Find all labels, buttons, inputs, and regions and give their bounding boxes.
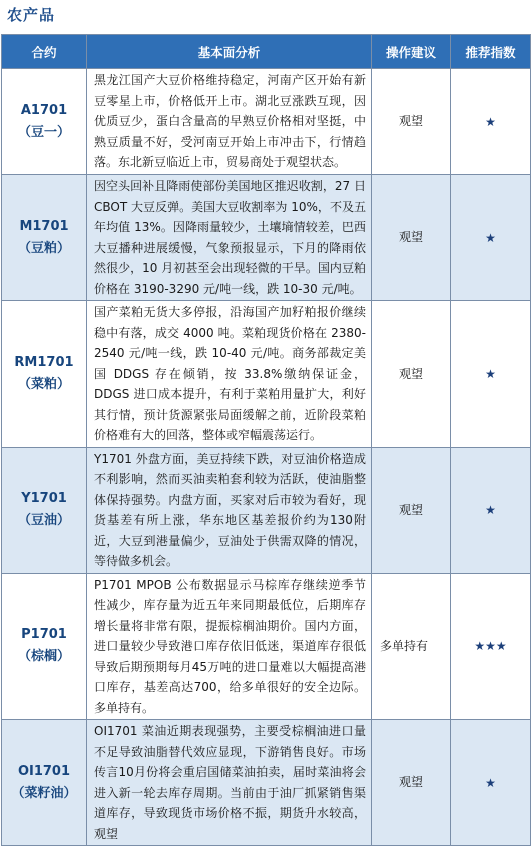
advice-text: 观望 — [372, 175, 451, 301]
analysis-text: 黑龙江国产大豆价格维持稳定，河南产区开始有新豆零星上市，价格低开上市。湖北豆涨跌互现，因优质豆少，蛋白含量高的早熟豆价格相对坚挺，中熟豆质量不好，受河南豆开始上市冲击下，行情趋落。东北新豆临近上市，贸易商处于观望状态。 — [87, 69, 372, 175]
table-row-y1701 — [2, 447, 531, 573]
contract-cell — [2, 69, 87, 175]
contract-name: （豆粕） — [17, 240, 70, 256]
contract-code: P1701 — [21, 627, 67, 643]
rating-stars: ★ — [451, 175, 531, 301]
contract-code: OI1701 — [17, 763, 71, 779]
table-row-m1701 — [2, 175, 531, 301]
contract-cell — [2, 175, 87, 301]
contract-code: Y1701 — [21, 491, 67, 506]
contract-cell — [2, 573, 87, 720]
analysis-text: 国产菜粕无货大多停报，沿海国产加籽粕报价继续稳中有落，成交 4000 吨。菜粕现货价格在 2380-2540 元/吨一线，跌 10-40 元/吨。商务部裁定美国 DDGS 存在倾销，按 33.8%缴纳保证金，DDGS 进口成本提升，有利于菜粕用量扩大，利好其行情，预计货源紧张局面缓解之前，近阶段菜粕价格难有大的回落，整体或窄幅震荡运行。 — [87, 301, 372, 448]
advice-text: 多单持有 — [372, 573, 451, 720]
contract-cell — [2, 720, 87, 846]
advice-text: 观望 — [372, 69, 451, 175]
analysis-text: P1701 MPOB 公布数据显示马棕库存继续逆季节性减少，库存量为近五年来同期最低位，后期库存增长量将非常有限，提振棕榈油期价。国内方面，进口量较少导致港口库存依旧低迷，渠道库存很低导致后期预期每月45万吨的进口量难以大幅提高港口库存，基差高达700，给多单很好的安全边际。多单持有。 — [87, 573, 372, 720]
advice-text: 观望 — [372, 447, 451, 573]
table-header-row — [2, 35, 531, 69]
rating-stars: ★ — [451, 301, 531, 448]
section-title: 农产品 — [7, 6, 56, 24]
contract-name: （豆油） — [17, 513, 70, 528]
header-contract: 合约 — [2, 35, 87, 69]
contract-code: A1701 — [20, 102, 68, 118]
table-row-rm1701 — [2, 301, 531, 448]
contract-code: M1701 — [19, 218, 69, 234]
advice-text: 观望 — [372, 301, 451, 448]
header-rating: 推荐指数 — [451, 35, 531, 69]
contract-name: （菜籽油） — [11, 785, 77, 801]
contract-name: （豆一） — [17, 124, 70, 140]
contract-name: （菜粕） — [17, 376, 70, 392]
rating-stars: ★ — [451, 720, 531, 846]
rating-stars: ★★★ — [451, 573, 531, 720]
advice-text: 观望 — [372, 720, 451, 846]
analysis-text: 因空头回补且降雨使部份美国地区推迟收割，27 日 CBOT 大豆反弹。美国大豆收割率为 10%，不及五年均值 13%。因降雨量较少，土壤墒情较差，巴西大豆播种进展缓慢，气象预报显示，下月的降雨依然很少，10 月初甚至会出现轻微的干旱。国内豆粕价格在 3190-3290 元/吨一线，跌 10-30 元/吨。 — [87, 175, 372, 301]
analysis-text: OI1701 菜油近期表现强势，主要受棕榈油进口量不足导致油脂替代效应显现，下游销售良好。市场传言10月份将会重启国储菜油拍卖，届时菜油将会进入新一轮去库存周期。当前由于油厂抓紧销售渠道库存，导致现货市场价格不振，期货升水较高，观望 — [87, 720, 372, 846]
rating-stars: ★ — [451, 69, 531, 175]
table-row-p1701 — [2, 573, 531, 720]
header-advice: 操作建议 — [372, 35, 451, 69]
contract-name: （棕榈） — [17, 649, 70, 665]
contract-code: RM1701 — [14, 354, 74, 370]
table-row-oi1701 — [2, 720, 531, 846]
rating-stars: ★ — [451, 447, 531, 573]
recommendation-table — [1, 34, 531, 846]
analysis-text: Y1701 外盘方面，美豆持续下跌，对豆油价格造成不利影响，然而买油卖粕套利较为活跃，使油脂整体保持强势。内盘方面，买家对后市较为看好，现货基差有所上涨，华东地区基差报价约为130附近，大豆到港量偏少，豆油处于供需双降的情况，等待做多机会。 — [87, 447, 372, 573]
contract-cell — [2, 301, 87, 448]
contract-cell — [2, 447, 87, 573]
table-row-a1701 — [2, 69, 531, 175]
header-analysis: 基本面分析 — [87, 35, 372, 69]
